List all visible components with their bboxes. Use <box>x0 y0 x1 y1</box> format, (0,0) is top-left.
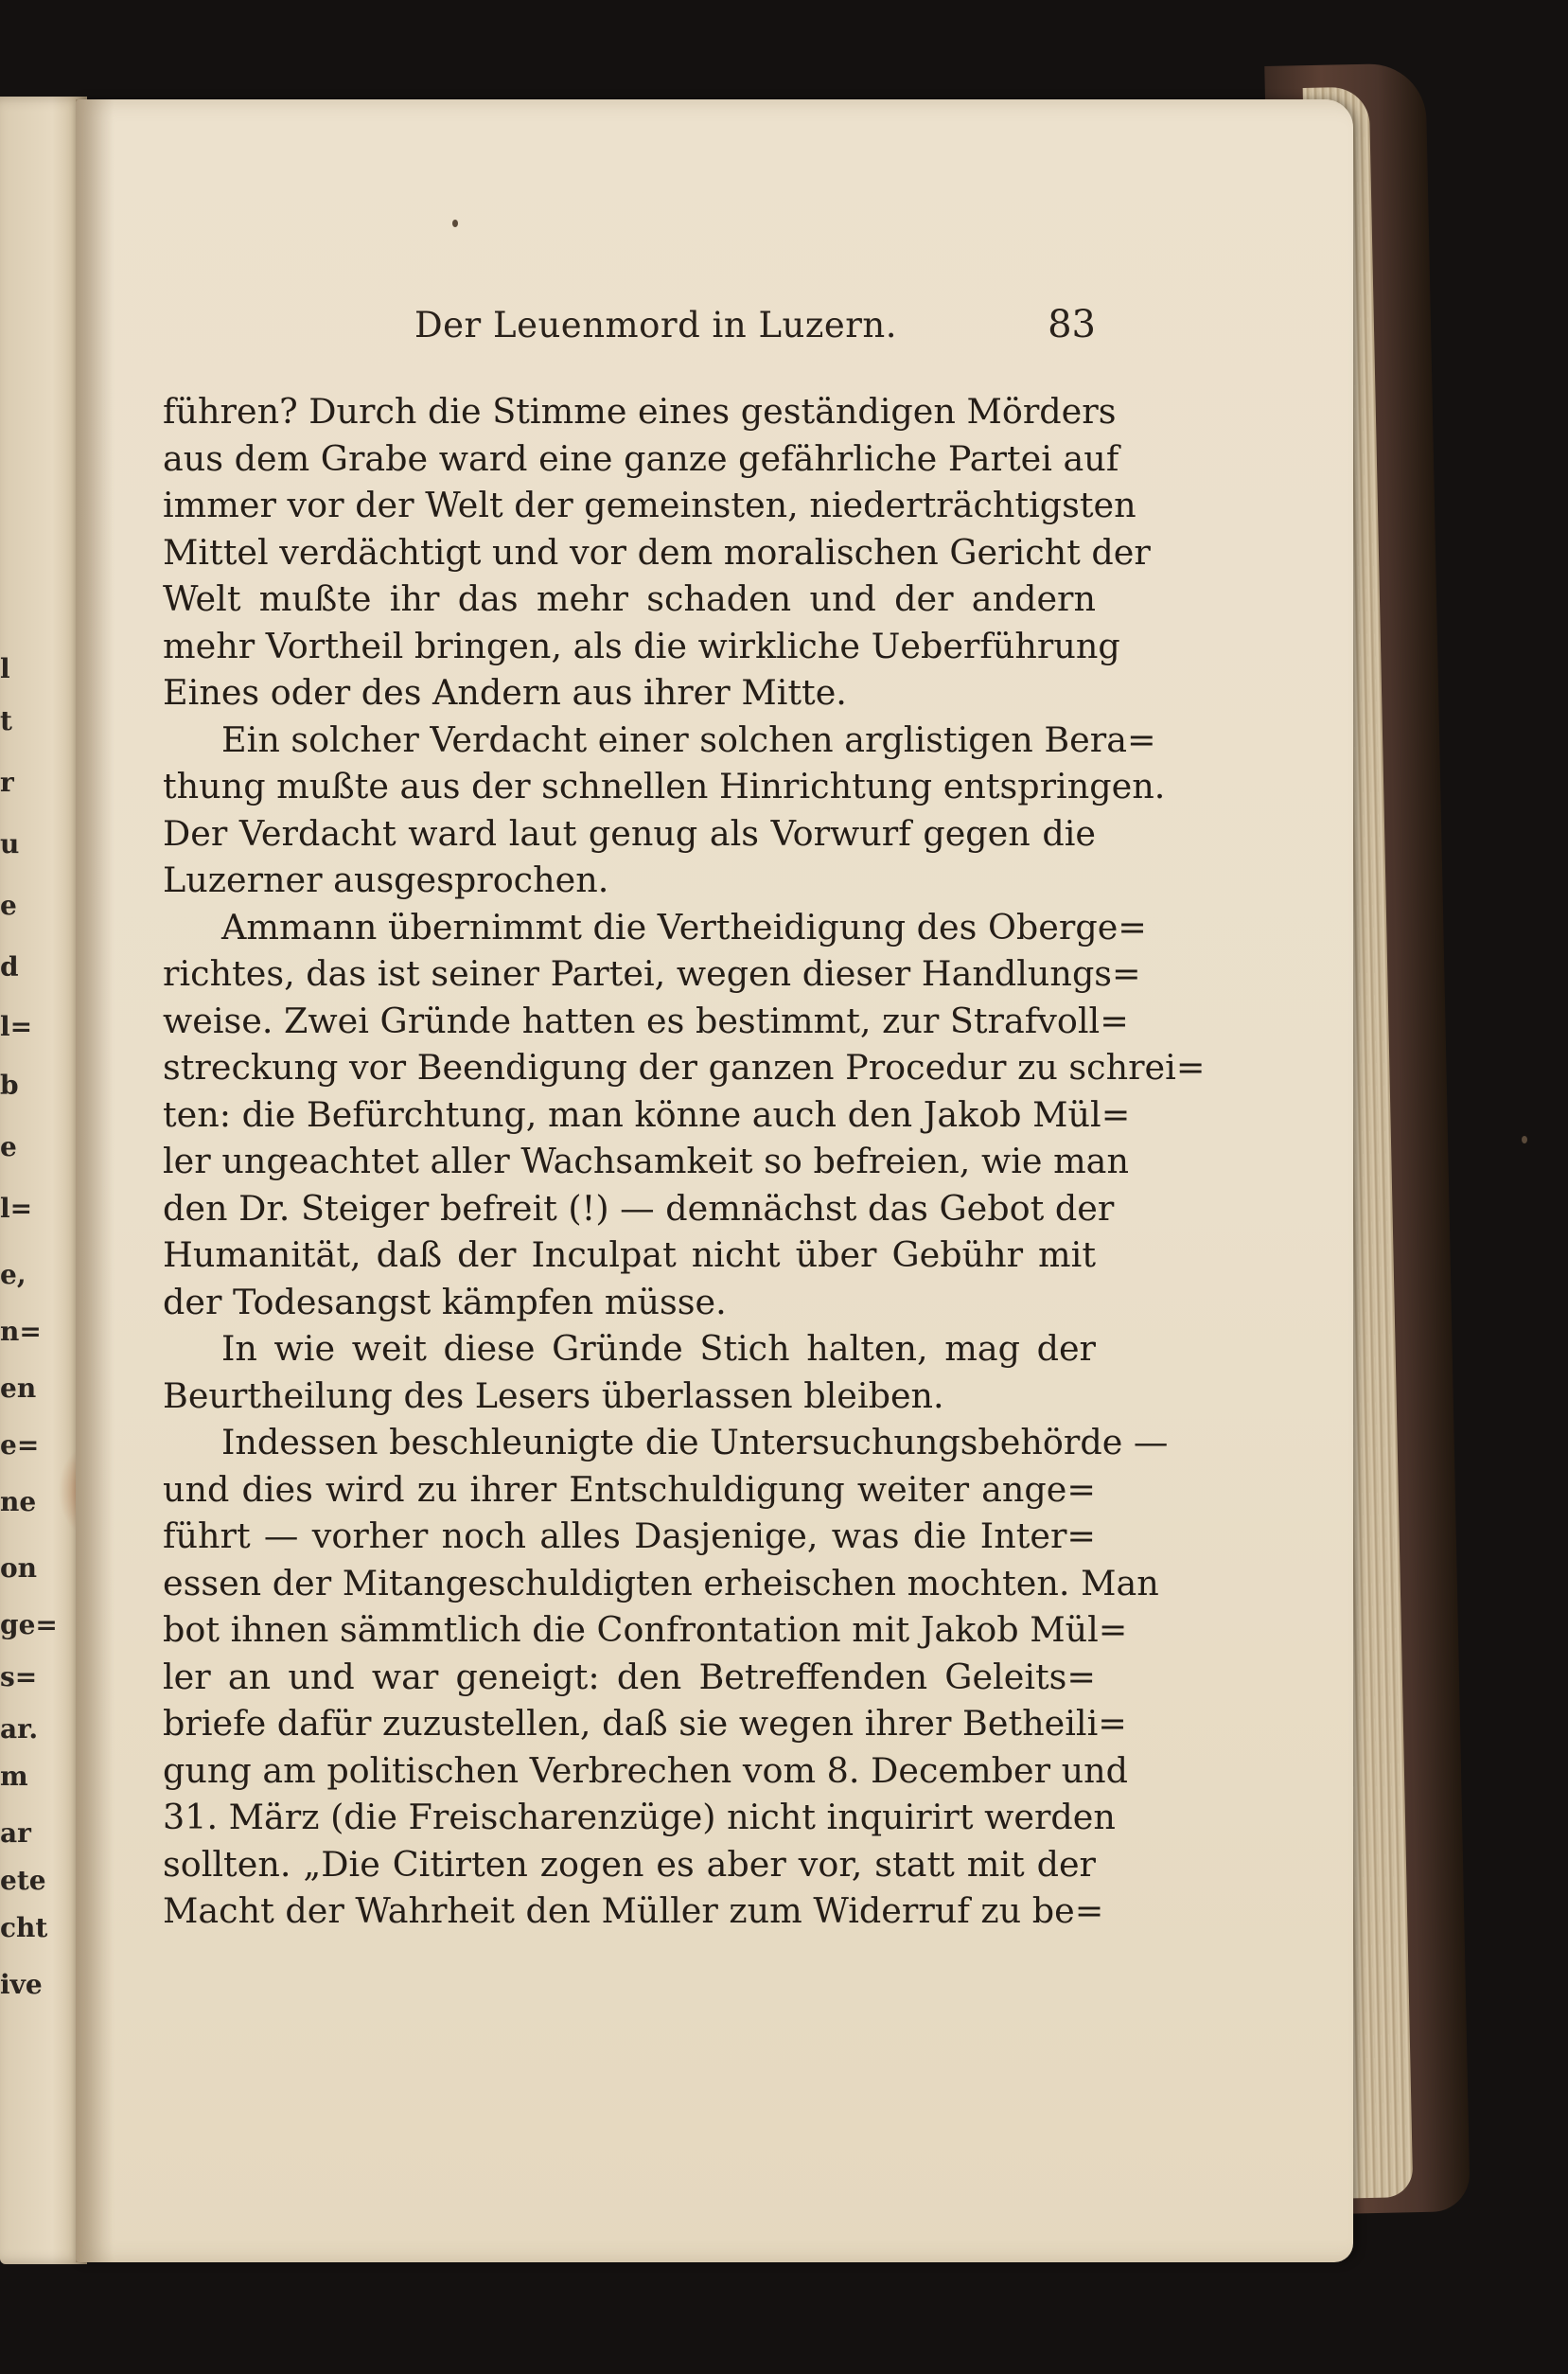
page-number: 83 <box>1048 303 1096 346</box>
left-page-text-fragment: en <box>0 1373 37 1404</box>
left-page-text-fragment: ar <box>0 1817 31 1849</box>
text-line: ler ungeachtet aller Wachsamkeit so befreien, wie man <box>163 1141 1129 1181</box>
text-line: essen der Mitangeschuldigten erheischen mochten. Man <box>163 1562 1159 1603</box>
text-line: Der Verdacht ward laut genug als Vorwurf gegen die <box>163 812 1096 854</box>
text-line: gung am politischen Verbrechen vom 8. December und <box>163 1749 1129 1791</box>
text-line: streckung vor Beendigung der ganzen Procedur zu schrei= <box>163 1047 1206 1088</box>
left-page-text-fragment: t <box>0 705 12 736</box>
left-page-text-fragment: u <box>0 828 20 859</box>
text-line: ten: die Befürchtung, man könne auch den Jakob Mül= <box>163 1093 1131 1135</box>
left-page-text-fragment: d <box>0 951 19 983</box>
body-text <box>163 388 1206 1935</box>
text-line: und dies wird zu ihrer Entschuldigung weiter ange= <box>163 1468 1096 1510</box>
text-line: Indessen beschleunigte die Untersuchungsbehörde — <box>221 1422 1169 1462</box>
left-page-text-fragment: e <box>0 890 17 921</box>
left-page-text-fragment: l <box>0 653 10 684</box>
left-page-text-fragment: l= <box>0 1193 33 1224</box>
text-line: Macht der Wahrheit den Müller zum Widerruf zu be= <box>163 1890 1104 1931</box>
left-page-text-fragment: on <box>0 1552 38 1584</box>
text-line: immer vor der Welt der gemeinsten, niederträchtigsten <box>163 485 1136 525</box>
text-line: führen? Durch die Stimme eines geständigen Mörders <box>163 391 1117 432</box>
text-line: In wie weit diese Gründe Stich halten, mag der <box>221 1328 1096 1369</box>
text-line: Humanität, daß der Inculpat nicht über Gebühr mit <box>163 1234 1096 1275</box>
text-line: mehr Vortheil bringen, als die wirkliche Ueberführung <box>163 625 1120 666</box>
left-page-text-fragment: e <box>0 1131 17 1162</box>
text-line: der Todesangst kämpfen müsse. <box>163 1281 727 1322</box>
text-line: sollten. „Die Citirten zogen es aber vor, statt mit der <box>163 1843 1096 1885</box>
left-page-text-fragment: l= <box>0 1011 33 1042</box>
text-line: thung mußte aus der schnellen Hinrichtung entspringen. <box>163 766 1166 806</box>
text-line: weise. Zwei Gründe hatten es bestimmt, zur Strafvoll= <box>163 1000 1129 1041</box>
left-page-text-fragment: ne <box>0 1486 37 1517</box>
text-line: Beurtheilung des Lesers überlassen bleiben. <box>163 1374 944 1416</box>
page-header <box>414 305 1096 362</box>
left-page-text-fragment: cht <box>0 1912 48 1943</box>
text-line: Luzerner ausgesprochen. <box>163 859 609 900</box>
text-line: den Dr. Steiger befreit (!) — demnächst das Gebot der <box>163 1187 1115 1229</box>
text-line: führt — vorher noch alles Dasjenige, was die Inter= <box>163 1515 1096 1556</box>
left-page-text-fragment: s= <box>0 1661 38 1692</box>
text-line: 31. März (die Freischarenzüge) nicht inquirirt werden <box>163 1797 1116 1837</box>
left-page-text-fragment: m <box>0 1761 28 1792</box>
left-page-text-fragment: e, <box>0 1259 26 1290</box>
running-title: Der Leuenmord in Luzern. <box>414 305 898 345</box>
left-page-fragment <box>0 97 87 2264</box>
text-line: briefe dafür zuzustellen, daß sie wegen ihrer Betheili= <box>163 1703 1127 1744</box>
left-page-text-fragment: n= <box>0 1316 42 1347</box>
text-line: aus dem Grabe ward eine ganze gefährliche Partei auf <box>163 437 1119 479</box>
left-page-text-fragment: e= <box>0 1429 40 1461</box>
paper-speck <box>1522 1136 1527 1143</box>
text-line: Mittel verdächtigt und vor dem moralischen Gericht der <box>163 531 1151 573</box>
paper-speck <box>452 220 458 227</box>
left-page-text-fragment: b <box>0 1070 19 1101</box>
text-line: Ein solcher Verdacht einer solchen arglistigen Bera= <box>221 718 1156 760</box>
left-page-text-fragment: ete <box>0 1865 46 1896</box>
left-page-text-fragment: r <box>0 767 14 798</box>
text-line: Welt mußte ihr das mehr schaden und der andern <box>163 578 1096 619</box>
left-page-text-fragment: ar. <box>0 1713 39 1745</box>
page-gutter-shadow <box>76 99 114 2262</box>
text-line: richtes, das ist seiner Partei, wegen dieser Handlungs= <box>163 953 1141 994</box>
text-line: Ammann übernimmt die Vertheidigung des Oberge= <box>221 906 1147 948</box>
text-line: ler an und war geneigt: den Betreffenden Geleits= <box>163 1656 1096 1697</box>
text-line: Eines oder des Andern aus ihrer Mitte. <box>163 672 847 713</box>
left-page-text-fragment: ge= <box>0 1609 58 1640</box>
left-page-text-fragment: ive <box>0 1969 43 2000</box>
text-line: bot ihnen sämmtlich die Confrontation mit Jakob Mül= <box>163 1609 1128 1650</box>
